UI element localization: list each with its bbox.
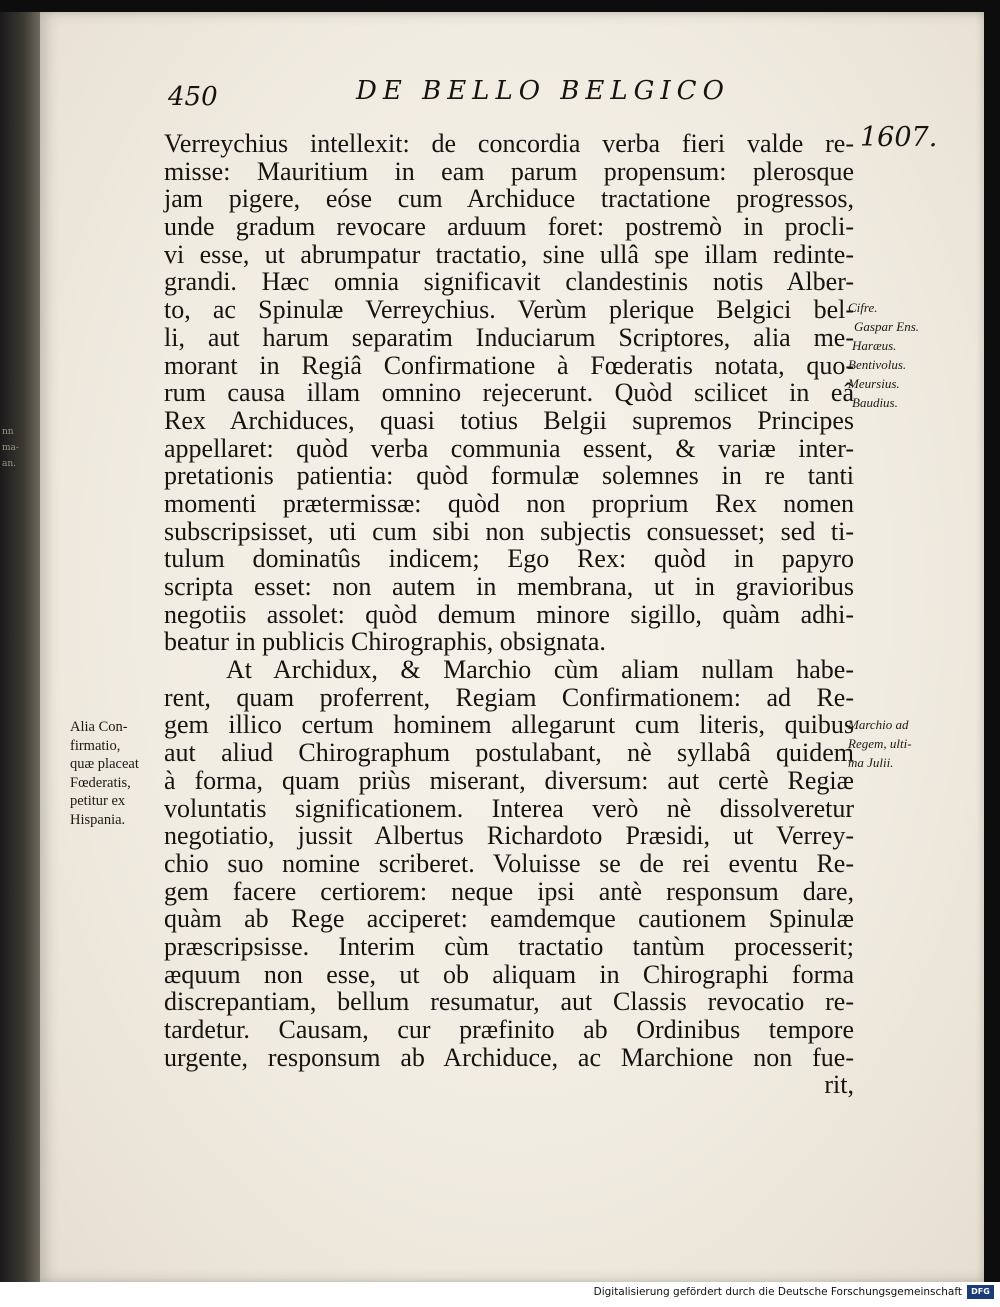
text-line: vi esse, ut abrumpatur tractatio, sine ullâ spe illam redinte- (164, 239, 854, 269)
fragment-line: nn (2, 427, 14, 437)
text-line: præscripsisse. Interim cùm tractatio tantùm processerit; (164, 931, 854, 961)
text-line: grandi. Hæc omnia significavit clandestinis notis Alber- (164, 267, 854, 297)
footer-bar (0, 1282, 1000, 1307)
marginal-note: Haræus. (852, 338, 897, 353)
fragment-line: ma- (2, 443, 19, 453)
text-line: pretationis patientia: quòd formulæ solemnes in re tanti (164, 461, 854, 491)
text-line: At Archidux, & Marchio cùm aliam nullam habe- (226, 655, 854, 685)
text-line: chio suo nomine scriberet. Voluisse se de rei eventu Re- (164, 848, 854, 878)
marginal-note: Hispania. (70, 811, 126, 828)
dfg-logo: DFG (967, 1285, 994, 1299)
marginal-note: Marchio ad (848, 717, 909, 732)
marginal-date-note (848, 715, 912, 772)
marginal-note: ma Julii. (848, 755, 894, 770)
footer-credit: Digitalisierung gefördert durch die Deutsche Forschungsgemeinschaft (593, 1286, 962, 1298)
marginal-note: Regem, ulti- (848, 736, 912, 751)
marginal-summary-left (70, 718, 170, 830)
text-line: gem illico certum hominem allegarunt cum literis, quibus (164, 710, 854, 740)
marginal-note: Meursius. (848, 376, 900, 391)
text-line: unde gradum revocare arduum foret: postremò in procli- (164, 212, 854, 242)
marginal-note: firmatio, (70, 737, 121, 754)
text-line: rit, (824, 1070, 854, 1100)
text-line: jam pigere, eóse cum Archiduce tractatione progressos, (164, 184, 854, 214)
text-line: misse: Mauritium in eam parum propensum: plerosque (164, 156, 854, 186)
marginal-note: Gaspar Ens. (854, 319, 920, 334)
text-line: negotiatio, jussit Albertus Richardoto Præsidi, ut Verrey- (164, 821, 854, 851)
book-page (40, 12, 984, 1282)
text-line: Rex Archiduces, quasi totius Belgii supremos Principes (164, 405, 854, 435)
text-line: tardetur. Causam, cur præfinito ab Ordinibus tempore (164, 1015, 854, 1044)
text-line: à forma, quam priùs miserant, diversum: aut certè Regiæ (164, 765, 854, 795)
text-line: tulum dominatûs indicem; Ego Rex: quòd in papyro (164, 544, 854, 574)
text-line: morant in Regiâ Confirmatione à Fœderatis notata, quo- (164, 350, 854, 380)
marginal-sources (848, 298, 919, 412)
running-title: DE BELLO BELGICO (356, 76, 730, 106)
text-line: Verreychius intellexit: de concordia verba fieri valde re- (164, 129, 854, 158)
body-text (164, 130, 854, 1099)
text-line: scripta esset: non autem in membrana, ut in gravioribus (164, 572, 854, 601)
text-line: aut aliud Chirographum postulabant, nè syllabâ quidem (164, 738, 854, 768)
text-line: æquum non esse, ut ob aliquam in Chirographi forma (164, 959, 854, 989)
paragraph-1 (164, 130, 854, 656)
text-line: beatur in publicis Chirographis, obsignata. (164, 627, 606, 657)
text-line: negotiis assolet: quòd demum minore sigillo, quàm adhi- (164, 599, 854, 629)
text-line: discrepantiam, bellum resumatur, aut Classis revocatio re- (164, 987, 854, 1017)
facing-page-edge (0, 12, 40, 1282)
text-line: subscripsisset, uti cum sibi non subjectis consuesset; sed ti- (164, 516, 854, 546)
facing-page-fragment (2, 424, 32, 472)
text-line: gem facere certiorem: neque ipsi antè responsum dare, (164, 876, 854, 906)
text-line: li, aut harum separatim Induciarum Scriptores, alia me- (164, 322, 854, 352)
marginal-note: quæ placeat (70, 756, 139, 773)
text-line: to, ac Spinulæ Verreychius. Verùm plerique Belgici bel- (164, 295, 854, 325)
marginal-note: Bentivolus. (848, 357, 907, 372)
fragment-line: an. (2, 459, 17, 469)
text-line: voluntatis significationem. Interea verò nè dissolveretur (164, 793, 854, 823)
marginal-note: petitur ex (70, 793, 126, 810)
marginal-note: Fœderatis, (70, 774, 131, 791)
page-number: 450 (168, 82, 218, 112)
paragraph-2 (164, 656, 854, 1099)
marginal-note: Cifre. (848, 300, 878, 315)
text-line: quàm ab Rege acciperet: eamdemque cautionem Spinulæ (164, 904, 854, 934)
marginal-note: Baudius. (852, 395, 898, 410)
text-line: momenti prætermissæ: quòd non proprium Rex nomen (164, 488, 854, 518)
text-line: rum causa illam omnino rejecerunt. Quòd scilicet in eâ (164, 378, 854, 408)
text-line: urgente, responsum ab Archiduce, ac Marchione non fue- (164, 1042, 854, 1072)
text-line: appellaret: quòd verba communia essent, & variæ inter- (164, 433, 854, 463)
year-marginal: 1607. (860, 122, 938, 153)
marginal-note: Alia Con- (70, 719, 128, 735)
text-line: rent, quam proferrent, Regiam Confirmationem: ad Re- (164, 682, 854, 712)
